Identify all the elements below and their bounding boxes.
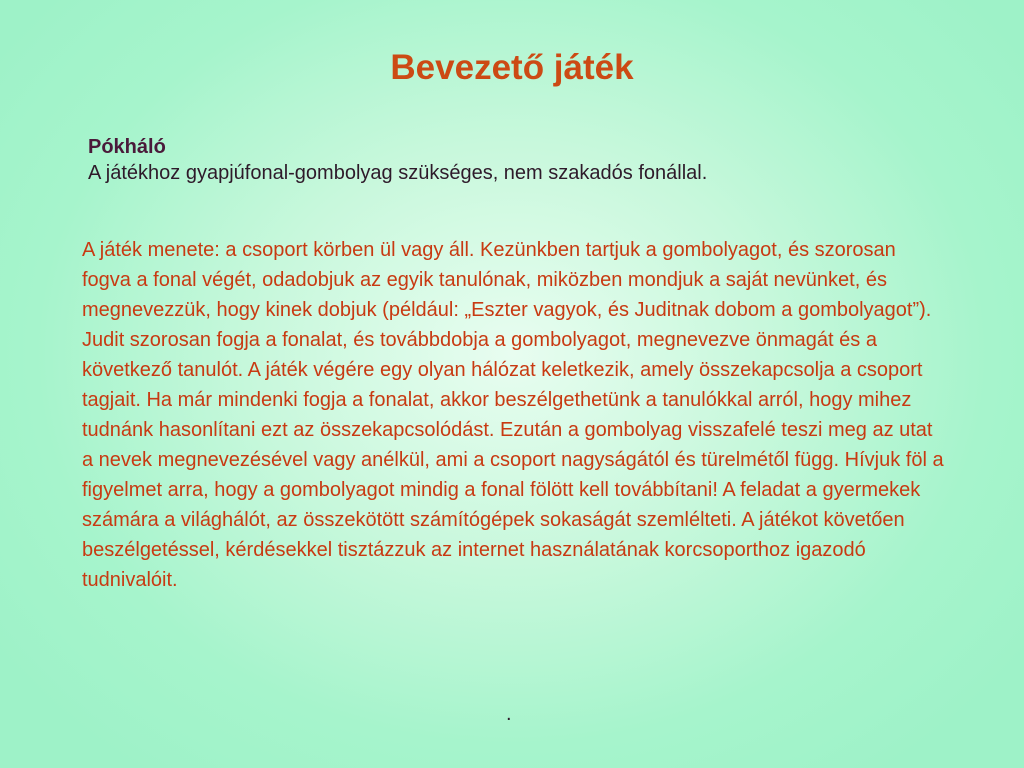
slide-title: Bevezető játék [390,48,634,87]
footer-mark: . [506,703,512,725]
requirement-text: A játékhoz gyapjúfonal-gombolyag szükséges, nem szakadós fonállal. [88,162,708,184]
game-description: A játék menete: a csoport körben ül vagy áll. Kezünkben tartjuk a gombolyagot, és szorosan fogva a fonal végét, odadobjuk az egyik tanulónak, miközben mondjuk a saját nevünket, és megnevezzük, hogy kinek dobjuk (például: „Eszter vagyok, és Juditnak dobom a gombolyagot”). Judit szorosan fogja a fonalat, és továbbdobja a gombolyagot, megnevezve önmagát és a következő tanulót. A játék végére egy olyan hálózat keletkezik, amely összekapcsolja a csoport tagjait. Ha már mindenki fogja a fonalat, akkor beszélgethetünk a tanulókkal arról, hogy mihez tudnánk hasonlítani ezt az összekapcsolódást. Ezután a gombolyag visszafelé teszi meg az utat a nevek megnevezésével vagy anélkül, ami a csoport nagyságától és türelmétől függ. Hívjuk föl a figyelmet arra, hogy a gombolyagot mindig a fonal fölött kell továbbítani! A feladat a gyermekek számára a világhálót, az összekötött számítógépek sokaságát szemlélteti. A játékot követően beszélgetéssel, kérdésekkel tisztázzuk az internet használatának korcsoporthoz igazodó tudnivalóit. [82,239,944,591]
game-intro [88,134,968,186]
game-name-heading: Pókháló [88,136,166,158]
